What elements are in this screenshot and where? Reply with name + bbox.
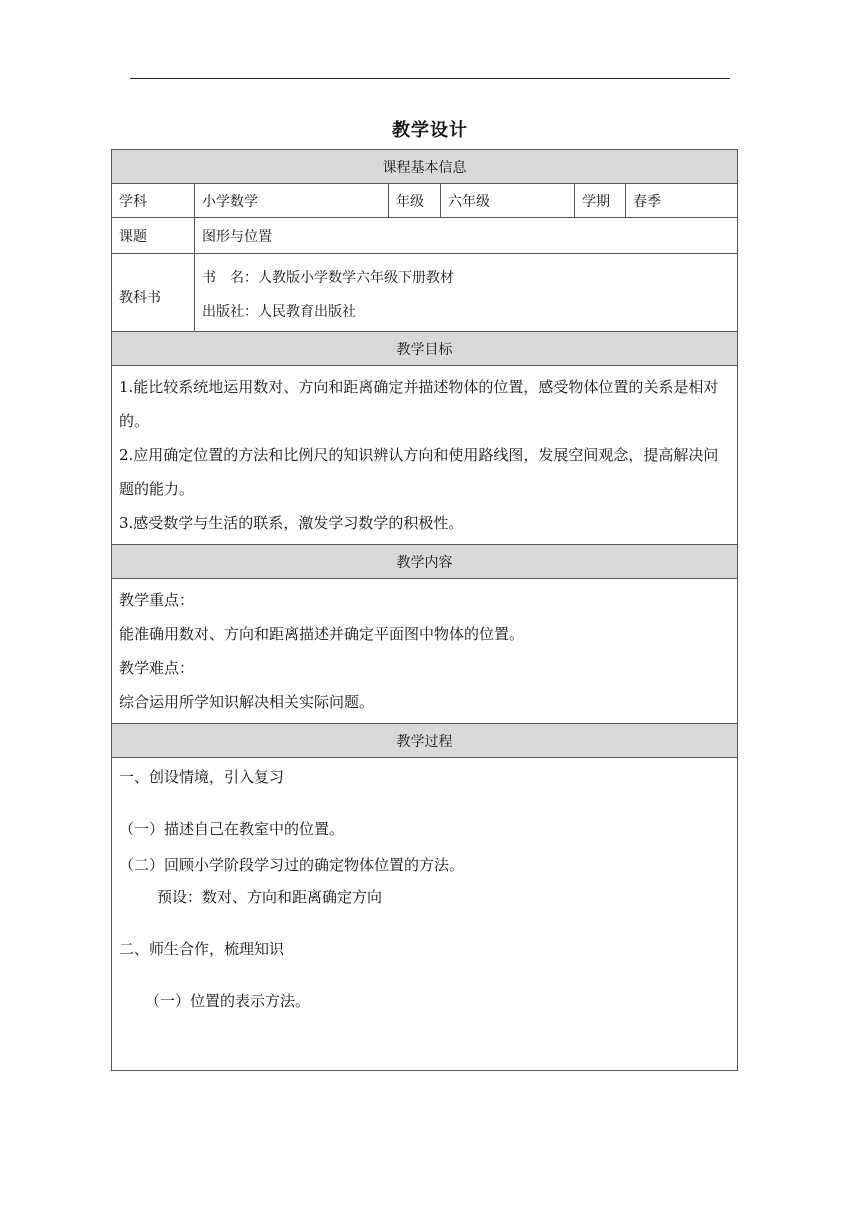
objective-item: 1.能比较系统地运用数对、方向和距离确定并描述物体的位置，感受物体位置的关系是相对的。 (119, 378, 719, 430)
process-substep: （二）回顾小学阶段学习过的确定物体位置的方法。 (119, 856, 465, 874)
difficulty-label: 教学难点： (119, 659, 195, 677)
term-value: 春季 (626, 184, 738, 218)
topic-value: 图形与位置 (195, 218, 738, 254)
subject-label: 学科 (112, 184, 195, 218)
process-substep: （一）位置的表示方法。 (145, 992, 311, 1010)
header-rule (130, 78, 730, 79)
process-preset: 预设：数对、方向和距离确定方向 (157, 888, 383, 906)
objective-item: 2.应用确定位置的方法和比例尺的知识辨认方向和使用路线图，发展空间观念，提高解决问题的能力。 (119, 446, 719, 498)
document-title: 教学设计 (392, 120, 468, 141)
publisher: 出版社：人民教育出版社 (202, 303, 356, 320)
key-point-label: 教学重点： (119, 591, 195, 609)
key-point-text: 能准确用数对、方向和距离描述并确定平面图中物体的位置。 (119, 625, 525, 643)
section-header-basic-info: 课程基本信息 (112, 150, 738, 184)
difficulty-text: 综合运用所学知识解决相关实际问题。 (119, 693, 375, 711)
grade-value: 六年级 (441, 184, 575, 218)
section-header-content: 教学内容 (112, 545, 738, 579)
section-header-process: 教学过程 (112, 724, 738, 758)
objective-item: 3.感受数学与生活的联系，激发学习数学的积极性。 (119, 514, 464, 532)
process-cell (112, 758, 738, 1071)
objectives-cell (112, 366, 738, 545)
term-label: 学期 (575, 184, 626, 218)
grade-label: 年级 (389, 184, 441, 218)
process-step-heading: 一、创设情境，引入复习 (119, 768, 285, 786)
section-header-objectives: 教学目标 (112, 332, 738, 366)
subject-value: 小学数学 (195, 184, 389, 218)
lesson-plan-table (111, 149, 738, 1071)
book-name: 书 名：人教版小学数学六年级下册教材 (202, 269, 454, 286)
textbook-info (195, 254, 738, 332)
topic-label: 课题 (112, 218, 195, 254)
textbook-label: 教科书 (112, 254, 195, 332)
process-step-heading: 二、师生合作，梳理知识 (119, 940, 285, 958)
process-substep: （一）描述自己在教室中的位置。 (119, 820, 345, 838)
content-cell (112, 579, 738, 724)
